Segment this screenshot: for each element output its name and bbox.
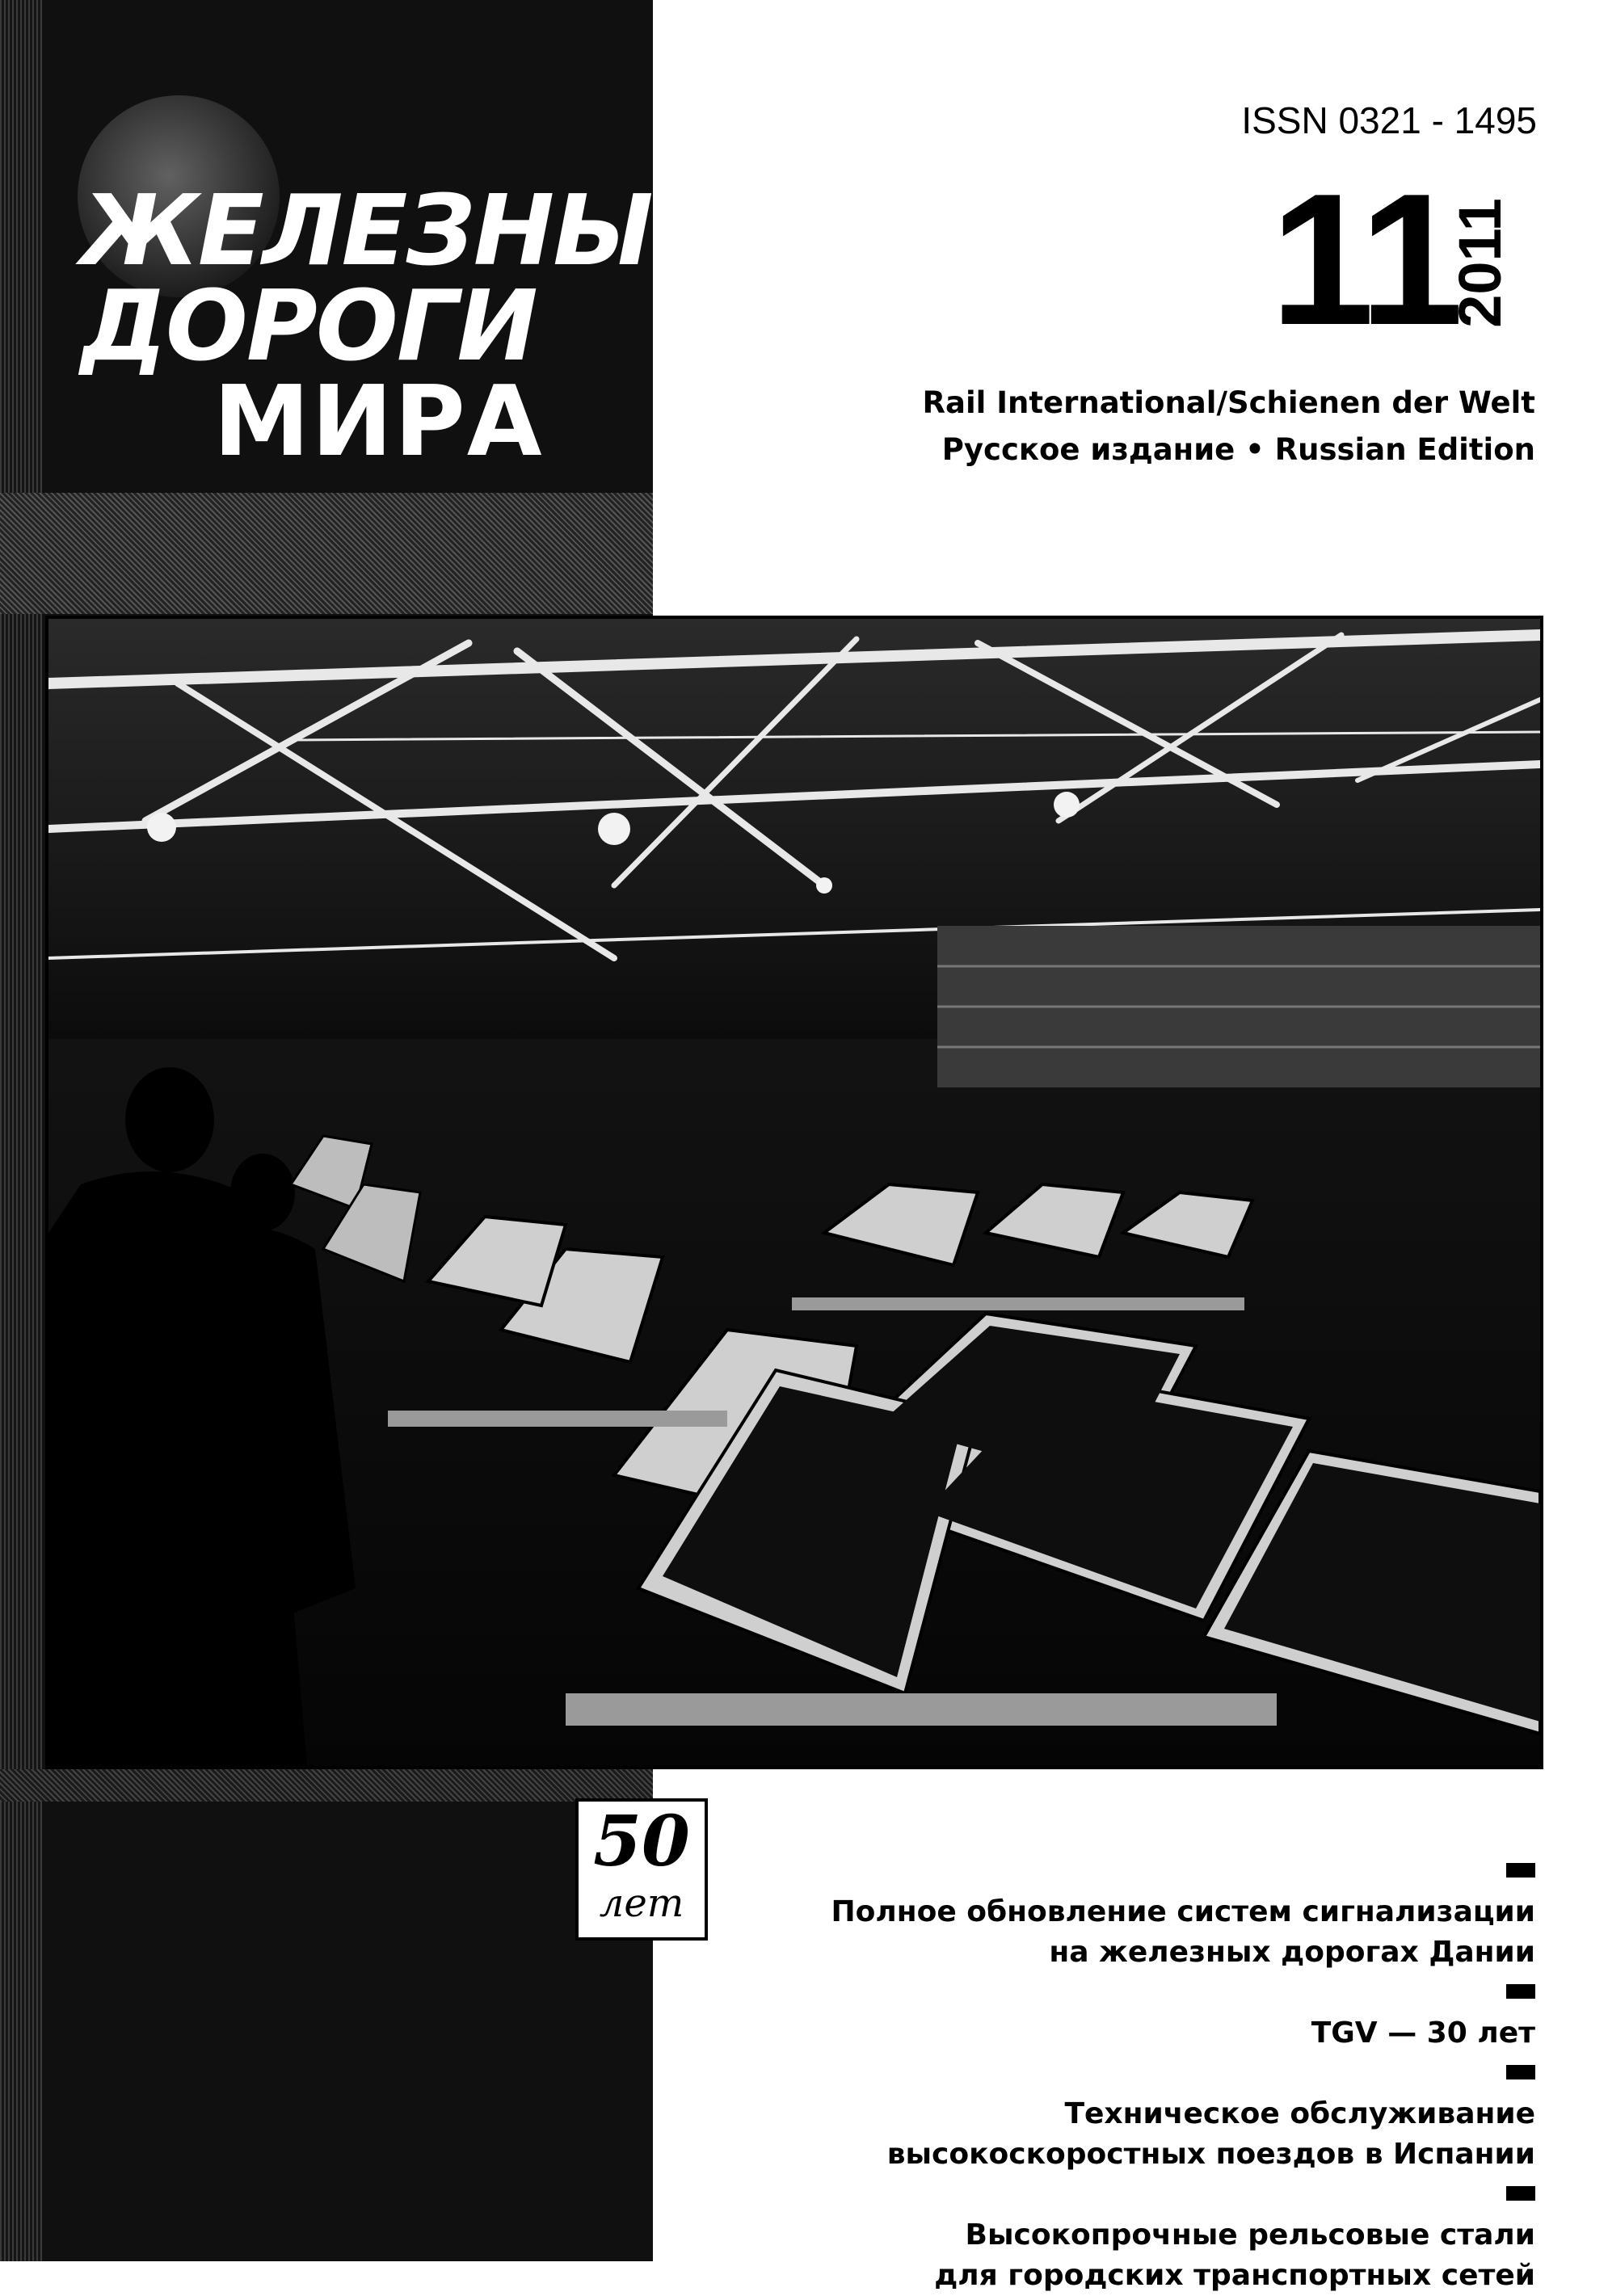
halftone-band-lower [0, 1769, 653, 1802]
article-item [808, 2054, 1535, 2175]
article-title: Высокопрочные рельсовые стали [965, 2218, 1535, 2252]
article-title: TGV — 30 лет [1311, 2016, 1535, 2050]
cover-photo-control-room [45, 616, 1543, 1769]
anniversary-number: 50 [593, 1801, 690, 1882]
square-bullet-icon [1506, 1863, 1535, 1878]
issue-year: 2011 [1446, 198, 1513, 328]
anniversary-badge [575, 1798, 708, 1941]
square-bullet-icon [1506, 1984, 1535, 1999]
article-title-continued: высокоскоростных поездов в Испании [886, 2138, 1535, 2171]
issn-number: ISSN 0321 - 1495 [1241, 99, 1537, 141]
logo-line-1: ЖЕЛЕЗНЫЕ [81, 175, 717, 288]
article-title-continued: для городских транспортных сетей [934, 2259, 1535, 2292]
article-item [808, 1852, 1535, 1973]
logo-line-2: ДОРОГИ [81, 271, 537, 383]
magazine-logo [81, 175, 717, 478]
edition-subtitle [923, 380, 1535, 473]
subtitle-line-1: Rail International/Schienen der Welt [922, 385, 1535, 420]
anniversary-word: лет [599, 1881, 684, 1926]
issue-number: 11 [1270, 155, 1459, 364]
subtitle-line-2: Русское издание • Russian Edition [941, 432, 1535, 467]
square-bullet-icon [1506, 2186, 1535, 2201]
cover-article-list [808, 1852, 1535, 2296]
logo-line-3: МИРА [213, 366, 544, 478]
cover-photo-illustration [48, 619, 1540, 1766]
square-bullet-icon [1506, 2065, 1535, 2079]
article-item [808, 2175, 1535, 2296]
halftone-band [0, 493, 653, 614]
article-title-continued: на железных дорогах Дании [1049, 1936, 1535, 1969]
halftone-edge-strip [0, 0, 42, 2261]
article-title: Полное обновление систем сигнализации [831, 1895, 1535, 1928]
article-title: Техническое обслуживание [1064, 2097, 1535, 2130]
article-item [808, 1973, 1535, 2054]
